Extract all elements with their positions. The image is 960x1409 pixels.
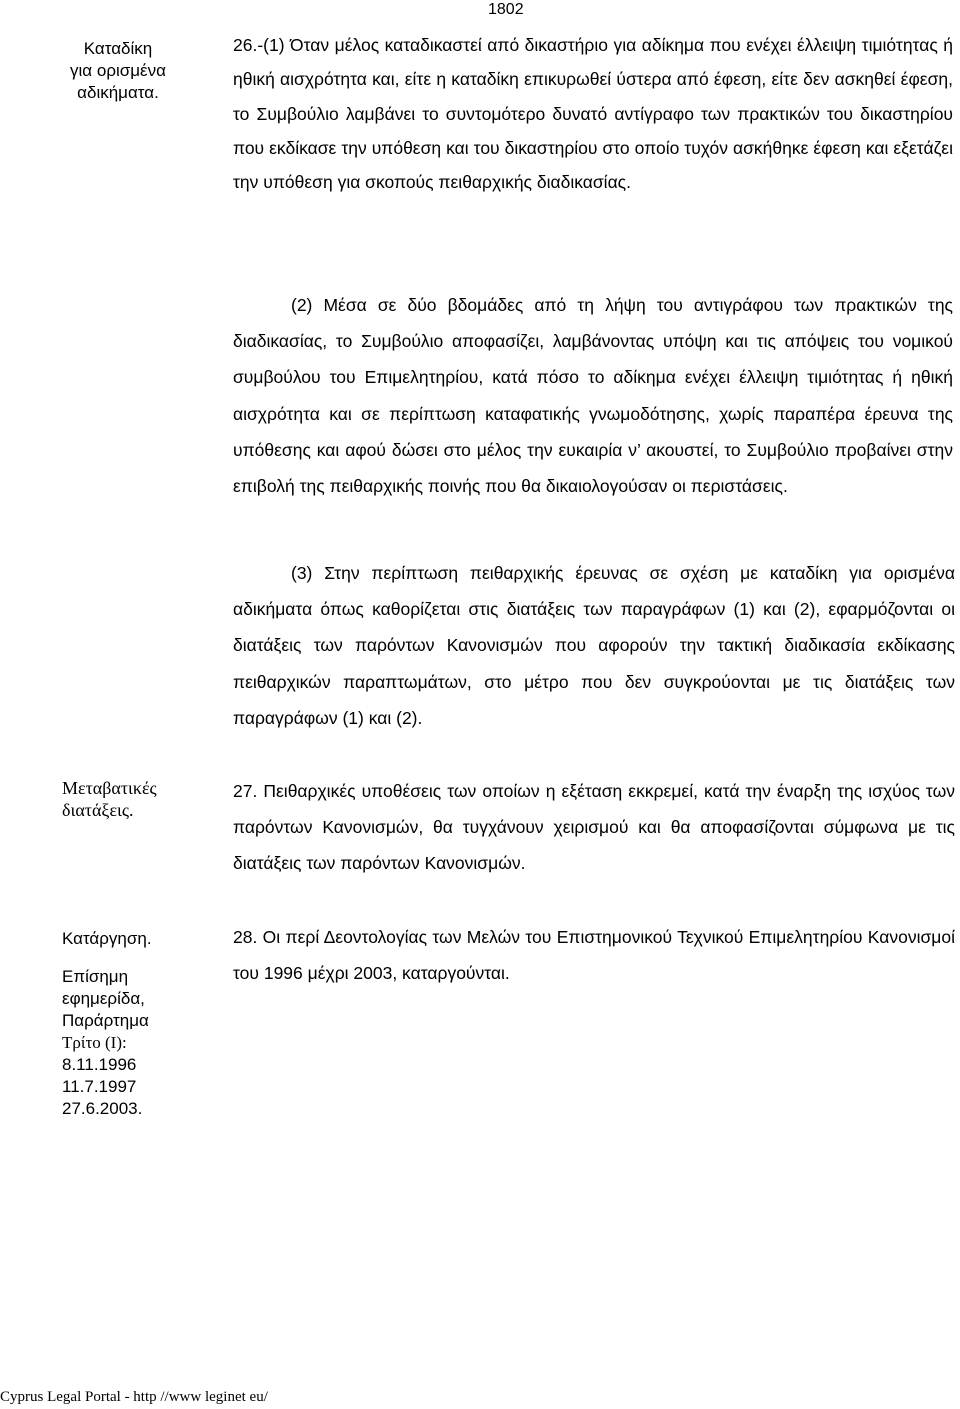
side-note-line: Τρίτο (Ι): xyxy=(62,1033,127,1052)
side-note-art27 xyxy=(62,777,222,821)
footer-source: Cyprus Legal Portal - http //www leginet eu/ xyxy=(0,1389,268,1405)
article-26-paragraph-3 xyxy=(233,555,955,736)
side-note-line: Παράρτημα xyxy=(62,1011,149,1030)
article-26-paragraph-3-text: (3) Στην περίπτωση πειθαρχικής έρευνας σε σχέση με καταδίκη για ορισμένα αδικήματα όπως καθορίζεται στις διατάξεις των παραγράφων (1) και (2), εφαρμόζονται οι διατάξεις των παρόντων Κανονισμών που αφορούν την τακτική διαδικασία εκδίκασης πειθαρχικών παραπτωμάτων, στο μέτρο που δεν συγκρούονται με τις διατάξεις των παραγράφων (1) και (2). xyxy=(233,563,955,728)
side-note-art26 xyxy=(38,38,198,104)
side-note-line: 27.6.2003. xyxy=(62,1099,143,1118)
side-note-art28-title: Κατάργηση. xyxy=(62,929,152,948)
article-27: 27. Πειθαρχικές υποθέσεις των οποίων η εξέταση εκκρεμεί, κατά την έναρξη της ισχύος των παρόντων Κανονισμών, θα τυγχάνουν χειρισμού και θα αποφασίζονται σύμφωνα με τις διατάξεις των παρόντων Κανονισμών. xyxy=(233,781,955,874)
side-note-line: διατάξεις. xyxy=(62,800,134,820)
side-note-art28-reference xyxy=(62,966,222,1120)
side-note-line: εφημερίδα, xyxy=(62,989,145,1008)
article-26-paragraph-2-text: (2) Μέσα σε δύο βδομάδες από τη λήψη του αντιγράφου των πρακτικών της διαδικασίας, το Συμβούλιο αποφασίζει, λαμβάνοντας υπόψη και τις απόψεις του νομικού συμβούλου του Επιμελητηρίου, κατά πόσο το αδίκημα ενέχει έλλειψη τιμιότητας ή ηθική αισχρότητα και σε περίπτωση καταφατικής γνωμοδότησης, χωρίς παραπέρα έρευνα της υπόθεσης και αφού δώσει στο μέλος την ευκαιρία ν’ ακουστεί, το Συμβούλιο προβαίνει στην επιβολή της πειθαρχικής ποινής που θα δικαιολογούσαν οι περιστάσεις. xyxy=(233,295,953,497)
side-note-line: Μεταβατικές xyxy=(62,778,157,798)
side-note-line: για ορισμένα xyxy=(70,61,166,80)
article-26-paragraph-2 xyxy=(233,287,953,504)
side-note-line: 11.7.1997 xyxy=(62,1077,137,1096)
side-note-line: Καταδίκη xyxy=(83,39,153,58)
side-note-line: αδικήματα. xyxy=(77,83,159,102)
side-note-line: Επίσημη xyxy=(62,967,129,986)
side-note-line: 8.11.1996 xyxy=(62,1055,137,1074)
article-28: 28. Οι περί Δεοντολογίας των Μελών του Επιστημονικού Τεχνικού Επιμελητηρίου Κανονισμοί του 1996 μέχρι 2003, καταργούνται. xyxy=(233,927,955,984)
page-number: 1802 xyxy=(488,1,524,18)
article-26-paragraph-1: 26.-(1) Όταν μέλος καταδικαστεί από δικαστήριο για αδίκημα που ενέχει έλλειψη τιμιότητας ή ηθική αισχρότητα και, είτε η καταδίκη επικυρωθεί ύστερα από έφεση, είτε δεν ασκηθεί έφεση, το Συμβούλιο λαμβάνει το συντομότερο δυνατό αντίγραφο των πρακτικών του δικαστηρίου που εκδίκασε την υπόθεση και του δικαστηρίου στο οποίο τυχόν ασκήθηκε έφεση και εξετάζει την υπόθεση για σκοπούς πειθαρχικής διαδικασίας. xyxy=(233,35,953,193)
